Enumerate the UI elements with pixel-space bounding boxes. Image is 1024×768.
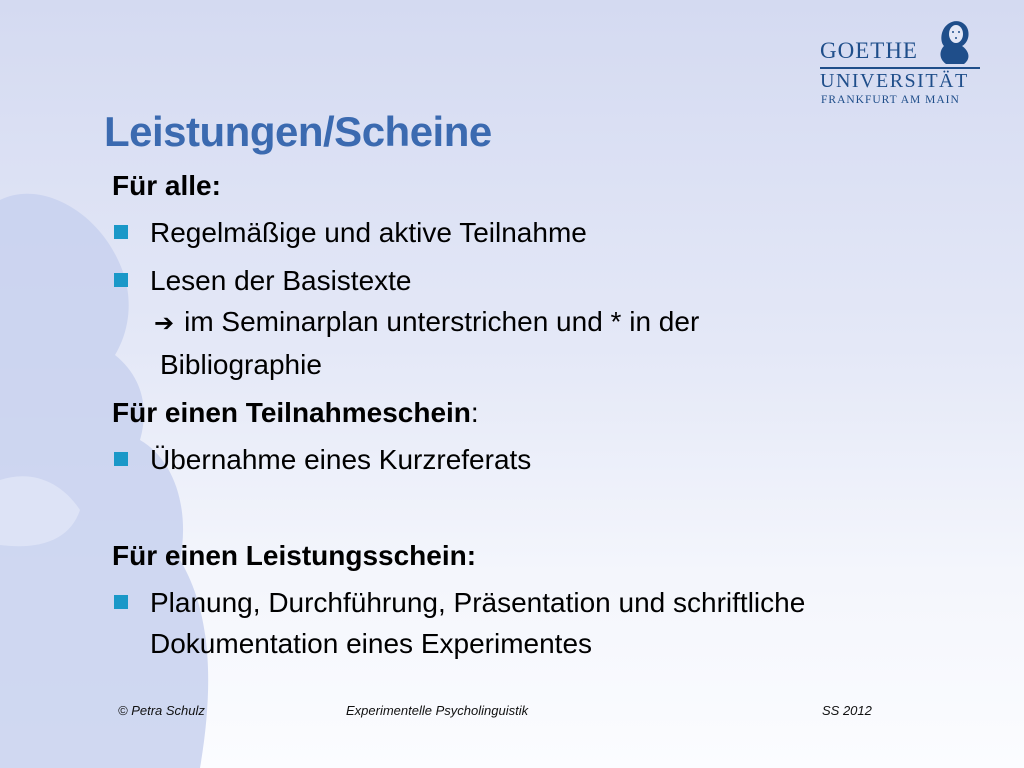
- university-logo: [818, 16, 988, 108]
- slide-content: [112, 168, 992, 664]
- sub-note: [112, 301, 992, 344]
- section-heading-participation: [112, 395, 992, 431]
- bullet-item: [112, 582, 992, 623]
- sub-note-continuation: Bibliographie: [160, 349, 322, 380]
- footer-semester: SS 2012: [822, 703, 872, 718]
- bullet-text: Planung, Durchführung, Präsentation und schriftliche: [150, 587, 806, 618]
- footer-course: Experimentelle Psycholinguistik: [346, 703, 529, 718]
- goethe-bust-icon: [930, 16, 978, 66]
- bullet-text: Übernahme eines Kurzreferats: [150, 444, 532, 475]
- logo-line-goethe: GOETHE: [820, 38, 918, 63]
- logo-divider: [820, 67, 980, 69]
- heading-colon: :: [470, 397, 479, 428]
- bullet-item: [112, 260, 992, 301]
- logo-line-frankfurt: FRANKFURT AM MAIN: [821, 94, 960, 106]
- section-heading-achievement: Für einen Leistungsschein:: [112, 540, 477, 571]
- sub-note-text: im Seminarplan unterstrichen und * in der: [184, 306, 700, 337]
- slide-title: Leistungen/Scheine: [104, 108, 492, 155]
- footer-author: © Petra Schulz: [118, 703, 205, 718]
- square-bullet-icon: [114, 595, 128, 609]
- bullet-item: [112, 439, 992, 480]
- square-bullet-icon: [114, 452, 128, 466]
- bullet-item: [112, 212, 992, 253]
- logo-line-universitaet: UNIVERSITÄT: [820, 70, 969, 92]
- square-bullet-icon: [114, 273, 128, 287]
- arrow-right-icon: ➔: [154, 310, 175, 337]
- bullet-text: Regelmäßige und aktive Teilnahme: [150, 217, 587, 248]
- section-heading-all: Für alle:: [112, 170, 221, 201]
- bullet-text: Lesen der Basistexte: [150, 265, 412, 296]
- bullet-continuation: Dokumentation eines Experimentes: [150, 628, 593, 659]
- square-bullet-icon: [114, 225, 128, 239]
- section-heading-text: Für einen Teilnahmeschein: [112, 397, 471, 428]
